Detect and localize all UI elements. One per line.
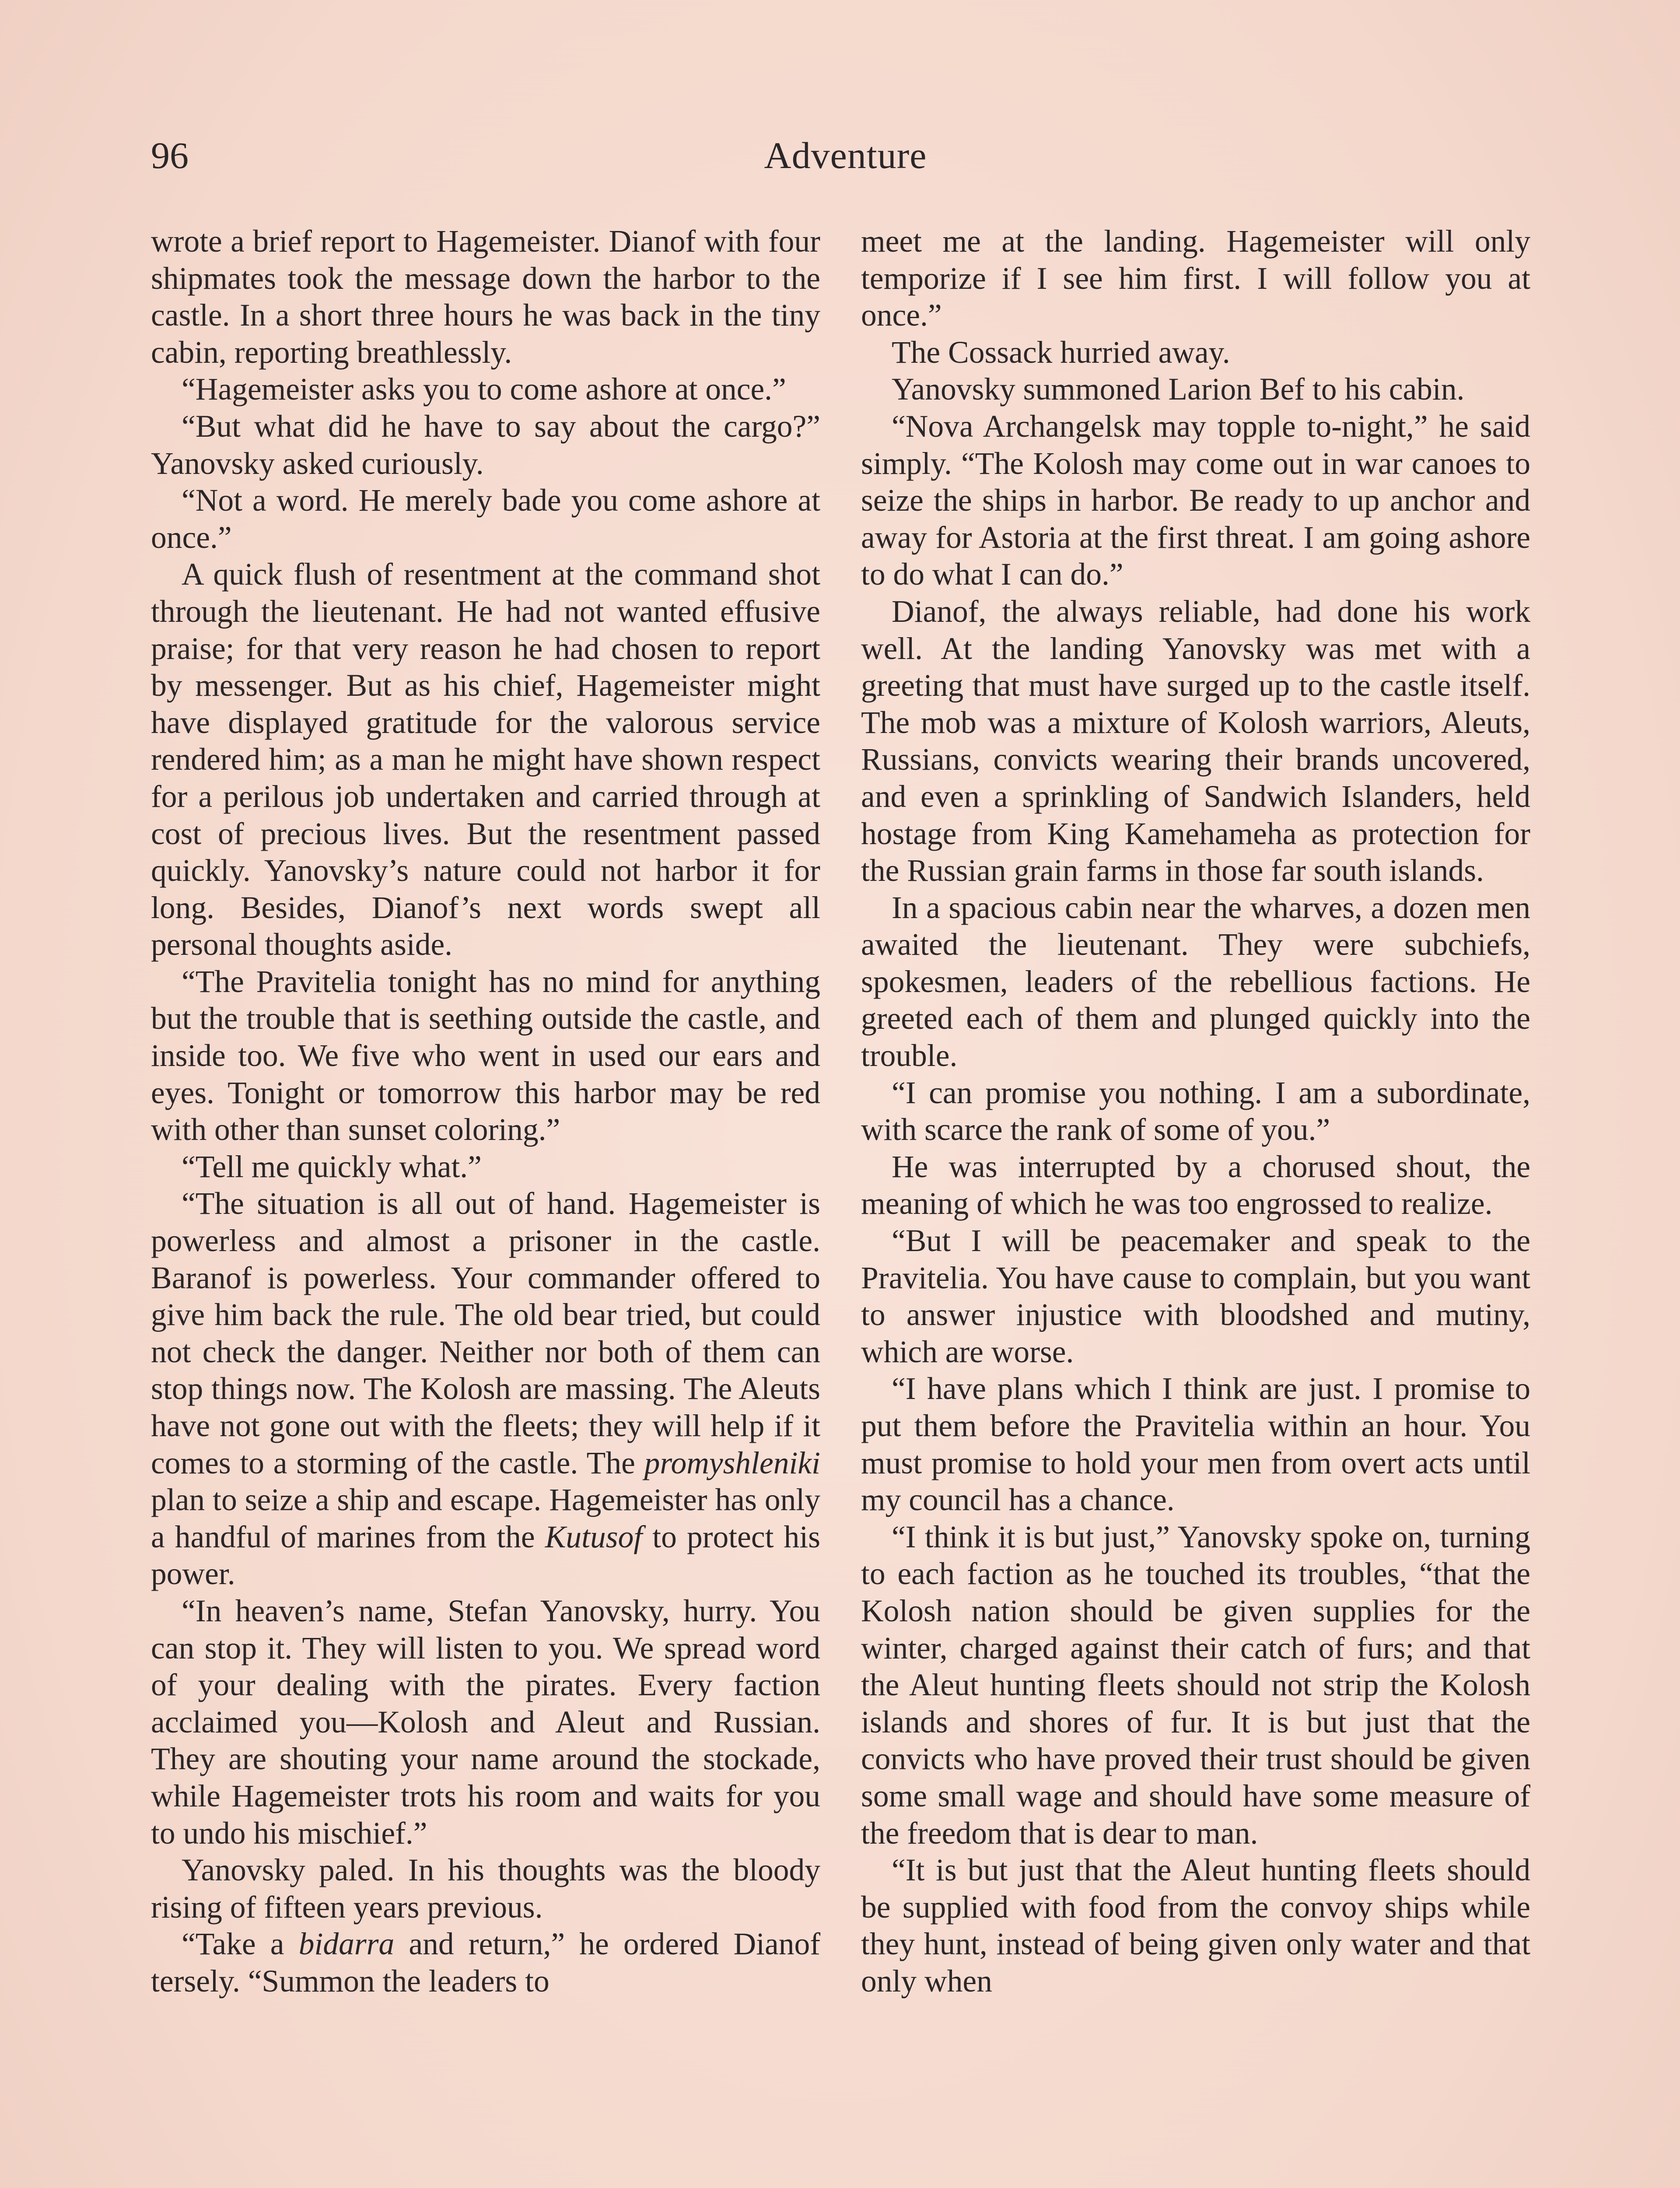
right-text-column [861,223,1530,2000]
paragraph: “Nova Archangelsk may topple to-night,” he said simply. “The Kolosh may come out in war canoes to seize the ships in harbor. Be ready to up anchor and away for Astoria at the first threat. I am going ashore to do what I can do.” [861,409,1530,592]
paragraph: “The Pravitelia tonight has no mind for anything but the trouble that is seething outside the castle, and inside too. We five who went in used our ears and eyes. Tonight or tomorrow this harbor may be red with other than sunset coloring.” [151,964,820,1147]
paragraph: “The situation is all out of hand. Hagemeister is powerless and almost a prisoner in the castle. Baranof is powerless. Your commander offered to give him back the rule. The old bear tried, but could not check the danger. Neither nor both of them can stop things now. The Kolosh are massing. The Aleuts have not gone out with the fleets; they will help if it comes to a storming of the castle. The promyshleniki plan to seize a ship and escape. Hagemeister has only a handful of marines from the Kutusof to protect his power. [151,1186,820,1592]
paragraph: The Cossack hurried away. [892,335,1230,370]
page-number: 96 [151,134,189,176]
paragraph: “In heaven’s name, Stefan Yanovsky, hurry. You can stop it. They will listen to you. We spread word of your dealing with the pirates. Every faction acclaimed you—Kolosh and Aleut and Russian. They are shouting your name around the stockade, while Hagemeister trots his room and waits for you to undo his mischief.” [151,1593,820,1851]
paragraph: A quick flush of resentment at the command shot through the lieutenant. He had not wanted effusive praise; for that very reason he had chosen to report by messenger. But as his chief, Hagemeister might have displayed gratitude for the valorous service rendered him; as a man he might have shown respect for a perilous job undertaken and carried through at cost of precious lives. But the resentment passed quickly. Yanovsky’s nature could not harbor it for long. Besides, Dianof’s next words swept all personal thoughts aside. [151,557,820,962]
paragraph: “I can promise you nothing. I am a subordinate, with scarce the rank of some of you.” [861,1075,1530,1147]
paragraph: “Take a bidarra and return,” he ordered Dianof tersely. “Summon the leaders to [151,1927,821,1999]
paragraph: “I have plans which I think are just. I promise to put them before the Pravitelia within an hour. You must promise to hold your men from overt acts until my council has a chance. [861,1371,1530,1518]
paragraph: Yanovsky paled. In his thoughts was the bloody rising of fifteen years previous. [151,1853,820,1925]
paragraph: “It is but just that the Aleut hunting fleets should be supplied with food from the convoy ships while they hunt, instead of being given only water and that only when [861,1853,1530,1999]
paragraph: Dianof, the always reliable, had done his work well. At the landing Yanovsky was met with a greeting that must have surged up to the castle itself. The mob was a mixture of Kolosh warriors, Aleuts, Russians, convicts wearing their brands uncovered, and even a sprinkling of Sandwich Islanders, held hostage from King Kamehameha as protection for the Russian grain farms in those far south islands. [861,594,1530,888]
paragraph: “But I will be peacemaker and speak to the Pravitelia. You have cause to complain, but you want to answer injustice with bloodshed and mutiny, which are worse. [861,1224,1530,1369]
running-head [151,127,1540,184]
paragraph: “But what did he have to say about the cargo?” Yanovsky asked curiously. [151,409,820,481]
paragraph: “Hagemeister asks you to come ashore at once.” [182,372,786,407]
running-title: Adventure [764,134,927,176]
paragraph: “Tell me quickly what.” [182,1149,482,1184]
paragraph: In a spacious cabin near the wharves, a dozen men awaited the lieutenant. They were subchiefs, spokesmen, leaders of the rebellious factions. He greeted each of them and plunged quickly into the trouble. [861,890,1530,1073]
left-text-column [151,223,820,2000]
paragraph: “Not a word. He merely bade you come ashore at once.” [151,483,820,555]
paragraph: Yanovsky summoned Larion Bef to his cabin. [892,372,1465,407]
paragraph: wrote a brief report to Hagemeister. Dianof with four shipmates took the message down the harbor to the castle. In a short three hours he was back in the tiny cabin, reporting breathlessly. [151,224,820,370]
paragraph: meet me at the landing. Hagemeister will only temporize if I see him first. I will follow you at once.” [861,224,1530,333]
paragraph: He was interrupted by a chorused shout, the meaning of which he was too engrossed to realize. [861,1149,1530,1221]
paragraph: “I think it is but just,” Yanovsky spoke on, turning to each faction as he touched its troubles, “that the Kolosh nation should be given supplies for the winter, charged against their catch of furs; and that the Aleut hunting fleets should not strip the Kolosh islands and shores of fur. It is but just that the convicts who have proved their trust should be given some small wage and should have some measure of the freedom that is dear to man. [861,1519,1530,1851]
